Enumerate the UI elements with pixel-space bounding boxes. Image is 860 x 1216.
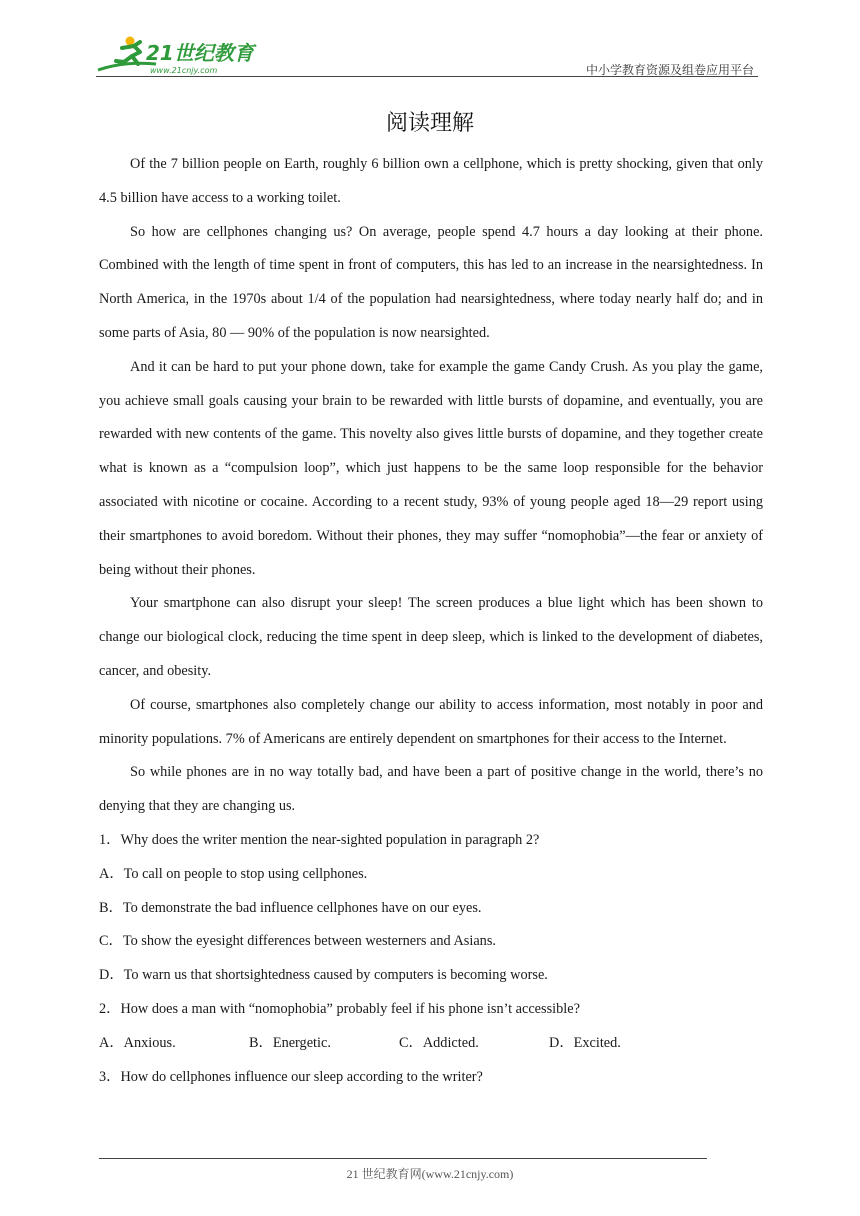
reading-passage <box>99 148 763 1094</box>
option-d: D．Excited. <box>549 1034 621 1051</box>
header-divider <box>96 76 758 77</box>
paragraph-2: So how are cellphones changing us? On average, people spend 4.7 hours a day looking at their phone. Combined with the length of time spent in front of computers, this has led to an increase in the nearsightedness. In North America, in the 1970s about 1/4 of the population had nearsightedness, where today nearly half do; and in some parts of Asia, 80 — 90% of the population is now nearsighted. <box>99 223 763 341</box>
option-b: B．To demonstrate the bad influence cellphones have on our eyes. <box>99 899 482 916</box>
paragraph-5: Of course, smartphones also completely change our ability to access information, most notably in poor and minority populations. 7% of Americans are entirely dependent on smartphones for their access to the Internet. <box>99 696 763 747</box>
question-2 <box>99 993 763 1061</box>
option-c: C．Addicted. <box>399 1034 479 1051</box>
paragraph-6: So while phones are in no way totally bad, and have been a part of positive change in the world, there’s no denying that they are changing us. <box>99 764 763 815</box>
question-1 <box>99 824 763 993</box>
question-stem: 2．How does a man with “nomophobia” probably feel if his phone isn’t accessible? <box>99 1000 580 1017</box>
question-stem: 1．Why does the writer mention the near-sighted population in paragraph 2? <box>99 831 540 848</box>
platform-name: 中小学教育资源及组卷应用平台 <box>585 63 754 77</box>
option-d: D．To warn us that shortsightedness caused by computers is becoming worse. <box>99 967 548 984</box>
paragraph-4: Your smartphone can also disrupt your sleep! The screen produces a blue light which has been shown to change our biological clock, reducing the time spent in deep sleep, which is linked to the development of diabetes, cancer, and obesity. <box>99 595 763 679</box>
footer-source: 21 世纪教育网(www.21cnjy.com) <box>346 1167 514 1181</box>
option-a: A．To call on people to stop using cellphones. <box>99 865 368 882</box>
paragraph-1: Of the 7 billion people on Earth, roughly 6 billion own a cellphone, which is pretty shocking, given that only 4.5 billion have access to a working toilet. <box>99 156 763 206</box>
paragraph-3: And it can be hard to put your phone down, take for example the game Candy Crush. As you play the game, you achieve small goals causing your brain to be rewarded with little bursts of dopamine, and eventually, you are rewarded with new contents of the game. This novelty also gives little bursts of dopamine, and they together create what is known as a “compulsion loop”, which just happens to be the same loop responsible for the behavior associated with nicotine or cocaine. According to a recent study, 93% of young people aged 18—29 report using their smartphones to avoid boredom. Without their phones, they may suffer “nomophobia”—the fear or anxiety of being without their phones. <box>99 358 763 578</box>
page-title: 阅读理解 <box>385 111 474 136</box>
logo-url: www.21cnjy.com <box>150 66 218 75</box>
option-c: C．To show the eyesight differences between westerners and Asians. <box>99 933 496 950</box>
logo <box>96 34 266 76</box>
options-row <box>99 1027 763 1061</box>
logo-text: 21世纪教育 <box>146 41 254 65</box>
page-header <box>96 30 758 78</box>
option-a: A．Anxious. <box>99 1034 176 1051</box>
footer-divider <box>99 1158 707 1159</box>
question-stem: 3．How do cellphones influence our sleep according to the writer? <box>99 1068 483 1085</box>
runner-logo-icon <box>96 34 266 76</box>
question-3 <box>99 1061 763 1095</box>
option-b: B．Energetic. <box>249 1034 331 1051</box>
